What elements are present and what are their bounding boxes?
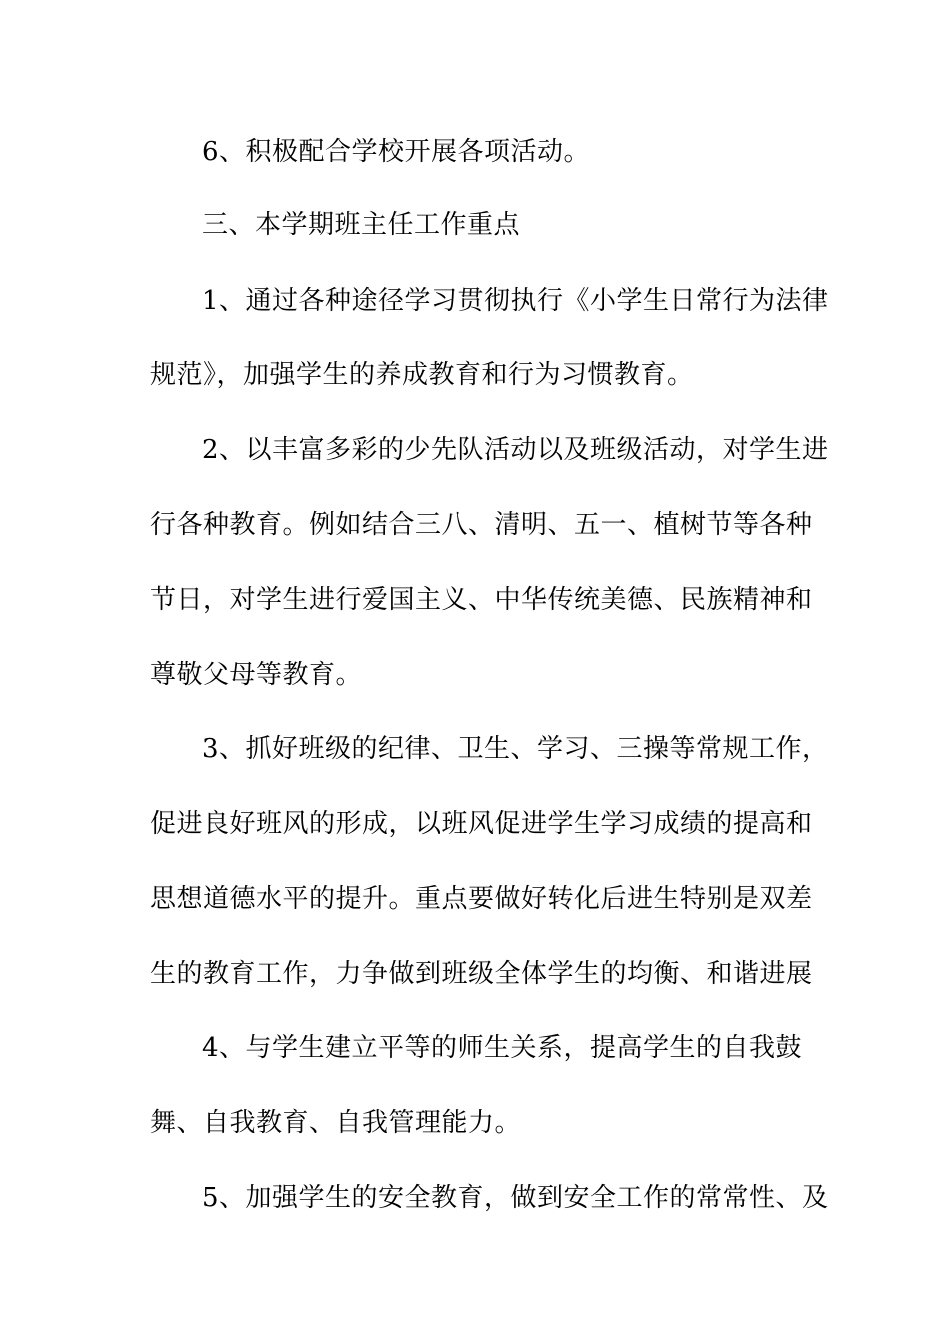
paragraph-3-line-3: 思想道德水平的提升。重点要做好转化后进生特别是双差 <box>150 884 813 914</box>
paragraph-3-line-2: 促进良好班风的形成，以班风促进学生学习成绩的提高和 <box>150 809 813 839</box>
paragraph-5-line-1: 5、加强学生的安全教育，做到安全工作的常常性、及 <box>202 1183 829 1213</box>
paragraph-2-line-1: 2、以丰富多彩的少先队活动以及班级活动，对学生进 <box>202 435 829 465</box>
paragraph-item-6-activities: 6、积极配合学校开展各项活动。 <box>202 137 591 167</box>
section-heading-work-focus: 三、本学期班主任工作重点 <box>202 210 521 240</box>
paragraph-2-line-3: 节日，对学生进行爱国主义、中华传统美德、民族精神和 <box>150 585 813 615</box>
paragraph-2-line-2: 行各种教育。例如结合三八、清明、五一、植树节等各种 <box>150 510 813 540</box>
paragraph-3-line-4: 生的教育工作，力争做到班级全体学生的均衡、和谐进展 <box>150 959 813 989</box>
paragraph-1-line-1: 1、通过各种途径学习贯彻执行《小学生日常行为法律 <box>202 286 829 316</box>
paragraph-3-line-1: 3、抓好班级的纪律、卫生、学习、三操等常规工作， <box>202 734 829 764</box>
paragraph-1-line-2: 规范》，加强学生的养成教育和行为习惯教育。 <box>150 360 694 390</box>
paragraph-4-line-1: 4、与学生建立平等的师生关系，提高学生的自我鼓 <box>202 1033 803 1063</box>
paragraph-4-line-2: 舞、自我教育、自我管理能力。 <box>150 1108 522 1138</box>
paragraph-2-line-4: 尊敬父母等教育。 <box>150 660 363 690</box>
